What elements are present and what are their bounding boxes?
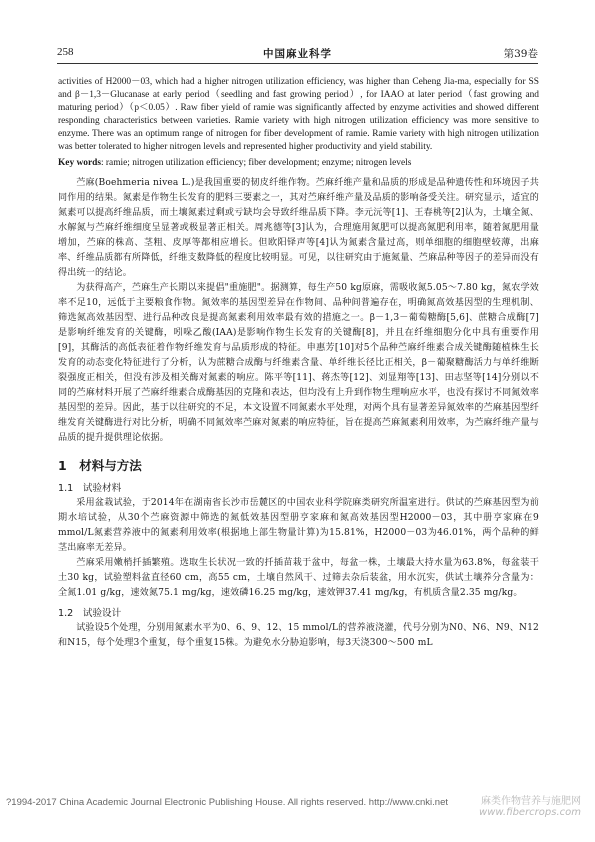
materials-paragraph-2: 苎麻采用嫩梢扦插繁殖。选取生长状况一致的扦插苗栽于盆中，每盆一株，土壤最大持水量为63.8%，每盆装干土30 kg，试验塑料盆直径60 cm，高55 cm，土壤自然风干、过筛去杂后装盆，用水沉实，供试土壤养分含量为：全氮1.01 g/kg，速效氮75.1 mg/kg，速效磷16.25 mg/kg，速效钾37.41 mg/kg，有机质含量2.35 mg/kg。	[58, 558, 539, 598]
abstract-english: activities of H2000－03, which had a higher nitrogen utilization efficiency, was higher than Ceheng Jia-ma, especially for SS and β－1,3－Glucanase at early period（seedling and fast growing period）, for IAAO at later period（fast growing and maturing period）（p＜0.05）. Raw fiber yield of ramie was significantly affected by enzyme activities and showed different responding characteristics between varieties. Ramie variety with high nitrogen utilization efficiency was more sensitive to enzyme. There was an optimum range of nitrogen for fiber development of ramie. Ramie variety with high nitrogen utilization was better tolerated to higher nitrogen levels and represented higher productivity and yield stability.	[58, 77, 539, 152]
section-heading-materials-methods: 1 材料与方法	[58, 458, 142, 473]
intro-paragraph-2: 为获得高产，苎麻生产长期以来提倡"重施肥"。据测算，每生产50 kg原麻，需吸收氮5.05～7.80 kg，氮农学效率不足10，远低于主要粮食作物。氮效率的基因型差异在作物间、品种间普遍存在，明确氮高效基因型的生理机制、筛选氮高效基因型、进行品种改良是提高氮素利用效率最有效的措施之一。β－1,3－葡萄糖酶[5,6]、蔗糖合成酶[7]是影响纤维发育的关键酶，吲哚乙酸(IAA)是影响作物生长发育的关键酶[8]，并且在纤维细胞分化中具有重要作用[9]，其酶活的高低表征着作物纤维发育与品质形成的特征。申惠芳[10]对5个品种苎麻纤维素合成关键酶随植株生长发育的动态变化特征进行了分析，认为蔗糖合成酶与纤维素含量、单纤维长径比正相关，β－葡聚糖酶活力与单纤维断裂强度正相关，但没有涉及相关酶对氮素的响应。陈平等[11]、蒋杰等[12]、刘显翔等[13]、田志坚等[14]分别以不同的苎麻材料开展了苎麻纤维素合成酶基因的克隆和表达，但均没有上升到作物生理响应水平，也没有探讨不同氮效率基因型的差异。因此，基于以往研究的不足，本文设置不同氮素水平处理，对两个具有显著差异氮效率的苎麻基因型纤维发育关键酶进行对比分析，明确不同氮效率苎麻对氮素的响应特征，旨在提高苎麻氮素利用效率，为苎麻纤维产量与品质的提升提供理论依据。	[58, 283, 539, 443]
design-paragraph-1: 试验设5个处理，分别用氮素水平为0、6、9、12、15 mmol/L的营养液浇灌，代号分别为N0、N6、N9、N12和N15，每个处理3个重复，每个重复15株。为避免水分胁迫影响，每3天浇300～500 mL	[58, 623, 539, 648]
watermark-url: www.fibercrops.com	[479, 807, 581, 818]
keywords-label: Key words	[58, 158, 101, 168]
subsection-heading-materials: 1.1 试验材料	[58, 483, 122, 494]
keywords-line: Key words: ramie; nitrogen utilization efficiency; fiber development; enzyme; nitrogen levels	[58, 158, 412, 168]
running-header	[57, 46, 538, 60]
page-number: 258	[57, 46, 74, 58]
watermark-chinese: 麻类作物营养与施肥网	[481, 796, 581, 807]
copyright-notice: ?1994-2017 China Academic Journal Electronic Publishing House. All rights reserved. http://www.cnki.net	[6, 797, 448, 808]
journal-name: 中国麻业科学	[263, 48, 332, 60]
page-footer	[0, 790, 595, 820]
watermark	[479, 792, 581, 818]
header-rule	[57, 63, 538, 64]
keywords-text: ramie; nitrogen utilization efficiency; fiber development; enzyme; nitrogen levels	[105, 158, 412, 168]
materials-paragraph-1: 采用盆栽试验，于2014年在湖南省长沙市岳麓区的中国农业科学院麻类研究所温室进行。供试的苎麻基因型为前期水培试验，从30个苎麻资源中筛选的氮低效基因型册亨家麻和氮高效基因型H2000－03，其中册亨家麻在9 mmol/L氮素营养液中的氮素利用效率(根据地上部生物量计算)为15.81%，H2000－03为46.01%，两个品种的鲜茎出麻率无差异。	[58, 498, 539, 553]
main-content	[58, 76, 539, 651]
subsection-heading-design: 1.2 试验设计	[58, 608, 122, 619]
intro-paragraph-1: 苎麻(Boehmeria nivea L.)是我国重要的韧皮纤维作物。苎麻纤维产量和品质的形成是品种遗传性和环境因子共同作用的结果。氮素是作物生长发育的肥料三要素之一，其对苎麻纤维产量及品质的影响备受关注。研究显示，适宜的氮素可以提高纤维品质，而土壤氮素过剩或亏缺均会导致纤维品质下降。李元沅等[1]、王春桃等[2]认为，土壤全氮、水解氮与苎麻纤维细度呈显著或极显著正相关。周兆德等[3]认为，合理施用氮肥可以提高氮肥利用率，随着氮肥用量增加，苎麻的株高、茎粗、皮厚等都相应增长。但欧阳铎声等[4]认为氮素含量过高，则单细胞的细胞壁较薄，出麻率、纤维品质都有所降低，纤维支数降低的程度比较明显。可见，以往研究由于施氮量、苎麻品种等因子的差异而没有得出统一的结论。	[58, 178, 539, 278]
volume-label: 第39卷	[503, 48, 538, 60]
